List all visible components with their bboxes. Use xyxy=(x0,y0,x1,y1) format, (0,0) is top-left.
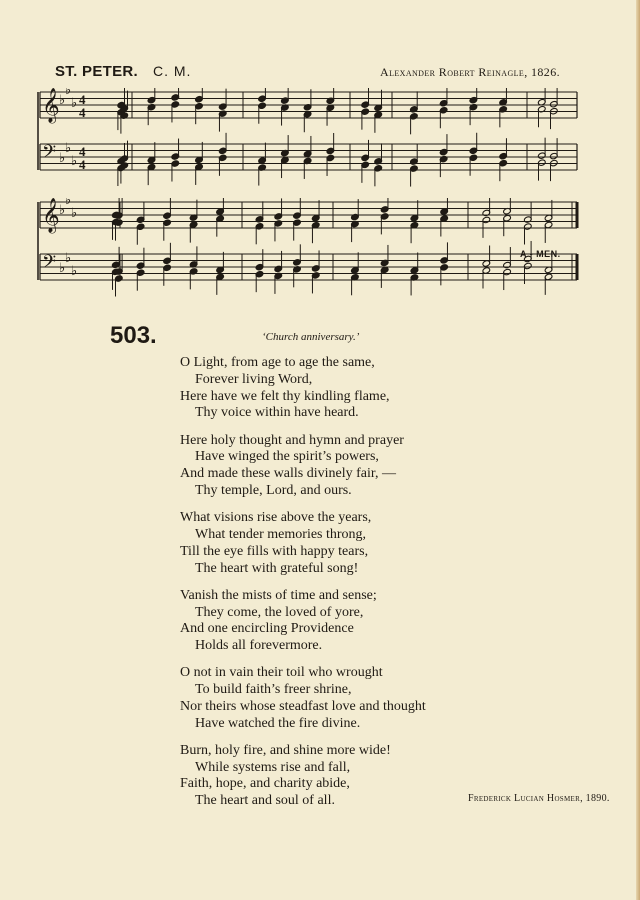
verse-line: Vanish the mists of time and sense; xyxy=(180,587,377,603)
tune-header xyxy=(40,60,580,84)
flat-icon: ♭ xyxy=(59,93,66,108)
verse-line: Forever living Word, xyxy=(195,371,313,387)
flat-icon: ♭ xyxy=(65,88,72,98)
amen-label: A - MEN. xyxy=(520,249,561,259)
time-signature: 4 xyxy=(79,105,86,120)
music-system-1 xyxy=(0,88,640,188)
stanza xyxy=(180,355,600,422)
music-notation xyxy=(0,88,640,188)
flat-icon: ♭ xyxy=(59,151,66,166)
verse-line: Holds all forevermore. xyxy=(195,638,323,654)
flat-icon: ♭ xyxy=(71,96,78,111)
time-signature: 4 xyxy=(79,157,86,172)
treble-clef-icon: 𝄞 xyxy=(42,88,60,123)
flat-icon: ♭ xyxy=(65,198,72,208)
stanza xyxy=(180,510,600,577)
verse-line: What tender memories throng, xyxy=(195,526,367,542)
treble-clef-icon: 𝄞 xyxy=(42,198,60,233)
verse-line: The heart and soul of all. xyxy=(195,793,335,809)
time-signature: 4 xyxy=(79,92,86,107)
flat-icon: ♭ xyxy=(71,206,78,221)
verse-line: And one encircling Providence xyxy=(180,621,354,637)
flat-icon: ♭ xyxy=(59,261,66,276)
flat-icon: ♭ xyxy=(65,141,72,156)
hymn-occasion: ‘Church anniversary.’ xyxy=(262,331,360,343)
verse-line: Till the eye fills with happy tears, xyxy=(180,543,369,559)
verse-line: While systems rise and fall, xyxy=(195,759,351,775)
tune-meter: C. M. xyxy=(153,63,192,79)
verse-line: Have watched the fire divine. xyxy=(195,715,361,731)
flat-icon: ♭ xyxy=(71,264,78,279)
flat-icon: ♭ xyxy=(71,154,78,169)
verse-line: Here have we felt thy kindling flame, xyxy=(180,388,390,404)
music-system-2 xyxy=(0,198,640,298)
flat-icon: ♭ xyxy=(59,203,66,218)
tune-name: ST. PETER. xyxy=(55,63,139,80)
verse-line: Thy temple, Lord, and ours. xyxy=(195,482,352,498)
verse-line: To build faith’s freer shrine, xyxy=(195,682,352,698)
music-notation xyxy=(0,198,640,298)
stanza xyxy=(180,665,600,732)
verse-line: The heart with grateful song! xyxy=(195,560,359,576)
verse-line: Nor theirs whose steadfast love and thought xyxy=(180,698,426,714)
verse-line: Faith, hope, and charity abide, xyxy=(180,776,350,792)
verse-line: They come, the loved of yore, xyxy=(195,604,364,620)
verse-line: O Light, from age to age the same, xyxy=(180,355,375,370)
hymn-author: Frederick Lucian Hosmer, 1890. xyxy=(468,793,610,804)
verse-line: Thy voice within have heard. xyxy=(195,405,359,421)
stanza xyxy=(180,433,600,500)
verse-line: What visions rise above the years, xyxy=(180,510,372,526)
stanza xyxy=(180,588,600,655)
flat-icon: ♭ xyxy=(65,251,72,266)
bass-clef-icon: 𝄢 xyxy=(42,252,57,277)
hymn-text xyxy=(180,355,600,820)
verse-line: And made these walls divinely fair, — xyxy=(180,466,396,482)
tune-composer: Alexander Robert Reinagle, 1826. xyxy=(380,65,560,79)
verse-line: Here holy thought and hymn and prayer xyxy=(180,432,404,448)
bass-clef-icon: 𝄢 xyxy=(42,142,57,167)
verse-line: Burn, holy fire, and shine more wide! xyxy=(180,742,391,758)
verse-line: Have winged the spirit’s powers, xyxy=(195,449,379,465)
verse-line: O not in vain their toil who wrought xyxy=(180,665,383,681)
hymn-number: 503. xyxy=(110,322,157,349)
time-signature: 4 xyxy=(79,144,86,159)
